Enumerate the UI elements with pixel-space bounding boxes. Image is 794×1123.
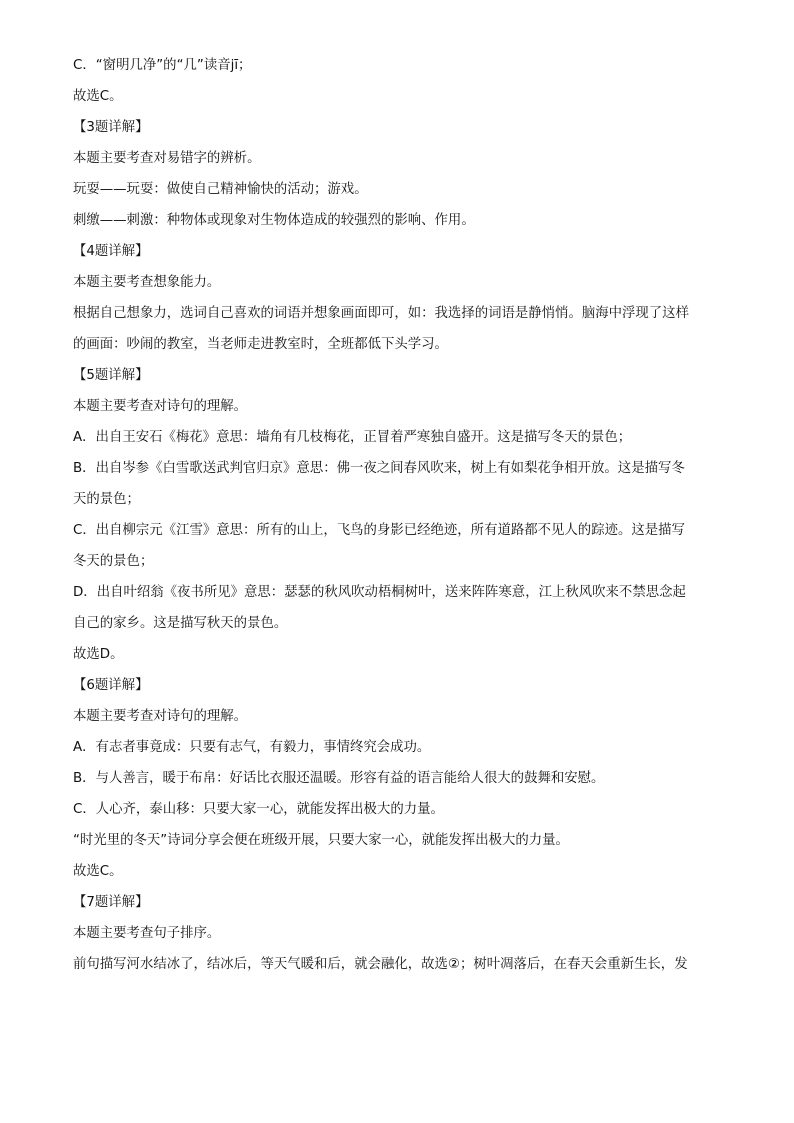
text-line-1: C．“窗明几净”的“几”读音jī； (73, 58, 252, 73)
text-line-25: C．人心齐，泰山移：只要大家一心，就能发挥出极大的力量。 (73, 802, 444, 817)
text-line-5: 玩耍——玩耍：做使自己精神愉快的活动；游戏。 (73, 182, 368, 197)
text-line-8: 本题主要考查想象能力。 (73, 275, 221, 290)
text-line-17: 冬天的景色； (73, 554, 154, 569)
text-line-24: B．与人善言，暖于布帛：好话比衣服还温暖。形容有益的语言能给人很大的鼓舞和安慰。 (73, 771, 605, 786)
text-line-22: 本题主要考查对诗句的理解。 (73, 709, 248, 724)
text-line-16: C．出自柳宗元《江雪》意思：所有的山上，飞鸟的身影已经绝迹，所有道路都不见人的踪迹。这是描写 (73, 523, 685, 538)
text-line-12: 本题主要考查对诗句的理解。 (73, 399, 248, 414)
text-line-20: 故选D。 (73, 647, 124, 662)
text-line-14: B．出自岑参《白雪歌送武判官归京》意思：佛一夜之间春风吹来，树上有如梨花争相开放。这是描写冬 (73, 461, 685, 476)
text-line-18: D．出自叶绍翁《夜书所见》意思：瑟瑟的秋风吹动梧桐树叶，送来阵阵寒意，江上秋风吹来不禁思念起 (73, 585, 686, 600)
text-line-27: 故选C。 (73, 864, 123, 879)
section-heading-q5: 【5题详解】 (73, 368, 149, 383)
text-line-19: 自己的家乡。这是描写秋天的景色。 (73, 616, 288, 631)
section-heading-q4: 【4题详解】 (73, 244, 149, 259)
text-line-15: 天的景色； (73, 492, 140, 507)
text-line-6: 刺缴——刺激：种物体或现象对生物体造成的较强烈的影响、作用。 (73, 213, 475, 228)
text-line-2: 故选C。 (73, 89, 123, 104)
section-heading-q3: 【3题详解】 (73, 120, 149, 135)
text-line-26: “时光里的冬天”诗词分享会便在班级开展，只要大家一心，就能发挥出极大的力量。 (73, 833, 569, 848)
text-line-30: 前句描写河水结冰了，结冰后，等天气暖和后，就会融化，故选②；树叶凋落后，在春天会重新生长，发 (73, 957, 688, 972)
section-heading-q7: 【7题详解】 (73, 895, 149, 910)
text-line-29: 本题主要考查句子排序。 (73, 926, 221, 941)
text-line-9: 根据自己想象力，选词自己喜欢的词语并想象画面即可，如：我选择的词语是静悄悄。脑海中浮现了这样 (73, 306, 689, 321)
section-heading-q6: 【6题详解】 (73, 678, 149, 693)
text-line-23: A．有志者事竟成：只要有志气，有毅力，事情终究会成功。 (73, 740, 431, 755)
text-line-4: 本题主要考查对易错字的辨析。 (73, 151, 261, 166)
text-line-10: 的画面：吵闹的教室，当老师走进教室时，全班都低下头学习。 (73, 337, 448, 352)
text-line-13: A．出自王安石《梅花》意思：墙角有几枝梅花，正冒着严寒独自盛开。这是描写冬天的景色； (73, 430, 632, 445)
